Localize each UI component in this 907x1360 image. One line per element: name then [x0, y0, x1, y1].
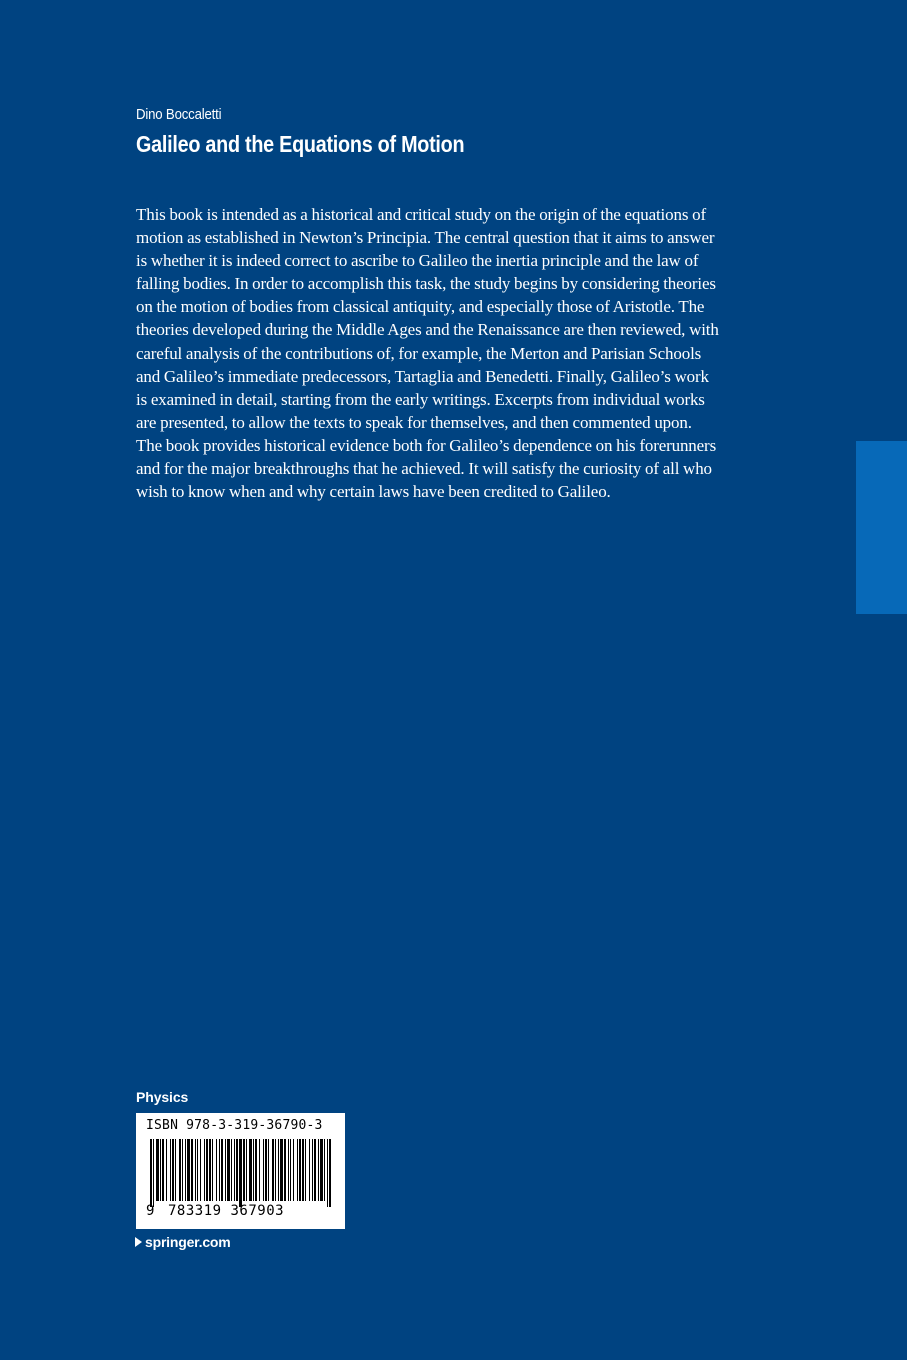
isbn-number: ISBN 978-3-319-36790-3 — [146, 1118, 323, 1133]
barcode-bar — [290, 1139, 291, 1201]
ean-digits: 783319 367903 — [168, 1203, 285, 1219]
barcode-bar — [231, 1139, 232, 1201]
barcode-bar — [166, 1139, 167, 1201]
description-line: motion as established in Newton’s Principia. The central question that it aims to answer — [136, 228, 715, 248]
description-line: The book provides historical evidence both for Galileo’s dependence on his forerunners — [136, 435, 717, 455]
publisher-link[interactable] — [135, 1234, 231, 1250]
barcode-bar — [204, 1139, 205, 1201]
book-description — [136, 203, 776, 503]
description-line: is examined in detail, starting from the early writings. Excerpts from individual works — [136, 389, 705, 409]
barcode-bar — [209, 1139, 211, 1201]
barcode-bar — [179, 1139, 181, 1201]
barcode-bar — [246, 1139, 247, 1201]
barcode-bar — [182, 1139, 183, 1201]
description-line: falling bodies. In order to accomplish this task, the study begins by considering theories — [136, 274, 716, 294]
barcode-bar — [150, 1139, 152, 1207]
barcode-bar — [221, 1139, 223, 1201]
description-line: are presented, to allow the texts to speak for themselves, and then commented upon. — [136, 412, 692, 432]
barcode-bar — [234, 1139, 235, 1201]
barcode-bar — [272, 1139, 274, 1201]
barcode-bar — [329, 1139, 331, 1207]
barcode-bar — [327, 1139, 328, 1207]
barcode-bar — [318, 1139, 319, 1201]
barcode-bar — [293, 1139, 294, 1201]
barcode-bar — [225, 1139, 226, 1201]
barcode-bar — [320, 1139, 323, 1201]
description-line: theories developed during the Middle Ages and the Renaissance are then reviewed, with — [136, 320, 719, 340]
barcode-bar — [275, 1139, 276, 1201]
barcode-bar — [219, 1139, 220, 1201]
barcode-bar — [206, 1139, 208, 1201]
barcode-bar — [227, 1139, 230, 1201]
barcode-bar — [268, 1139, 269, 1201]
description-line: on the motion of bodies from classical antiquity, and especially those of Aristotle. The — [136, 297, 705, 317]
barcode-bar — [191, 1139, 193, 1201]
barcode-bar — [236, 1139, 238, 1201]
barcode-bar — [162, 1139, 164, 1201]
triangle-right-icon — [135, 1237, 142, 1247]
barcode-bar — [195, 1139, 196, 1201]
barcode-bar — [172, 1139, 174, 1201]
barcode-bar — [288, 1139, 289, 1201]
barcode-bar — [314, 1139, 316, 1201]
description-line: This book is intended as a historical and critical study on the origin of the equations of — [136, 205, 706, 224]
subject-label: Physics — [136, 1089, 189, 1105]
description-line: and Galileo’s immediate predecessors, Tartaglia and Benedetti. Finally, Galileo’s work — [136, 366, 709, 386]
barcode-bar — [324, 1139, 325, 1201]
barcode-bar — [175, 1139, 176, 1201]
barcode-bar — [255, 1139, 257, 1201]
barcode-bar — [297, 1139, 298, 1201]
ean-lead-digit: 9 — [146, 1203, 155, 1219]
description-line: wish to know when and why certain laws have been credited to Galileo. — [136, 482, 611, 502]
description-line: is whether it is indeed correct to ascribe to Galileo the inertia principle and the law of — [136, 251, 699, 271]
book-title: Galileo and the Equations of Motion — [136, 131, 465, 157]
barcode-bar — [239, 1139, 242, 1207]
barcode-bar — [160, 1139, 161, 1201]
barcode-bar — [200, 1139, 201, 1201]
description-line: and for the major breakthroughs that he achieved. It will satisfy the curiosity of all who — [136, 459, 712, 479]
barcode-bar — [187, 1139, 190, 1201]
barcode-bar — [309, 1139, 310, 1201]
barcode-bar — [170, 1139, 171, 1201]
barcode-bar — [302, 1139, 304, 1201]
barcode-bar — [156, 1139, 159, 1201]
author-name: Dino Boccaletti — [136, 106, 222, 123]
barcode-bar — [197, 1139, 198, 1201]
barcode-bar — [153, 1139, 154, 1207]
barcode-bar — [278, 1139, 279, 1201]
barcode-bar — [249, 1139, 252, 1201]
barcode-bar — [216, 1139, 217, 1201]
barcode-bar — [212, 1139, 213, 1201]
barcode-bar — [263, 1139, 264, 1201]
barcode-bar — [243, 1139, 245, 1201]
barcode-bar — [305, 1139, 306, 1201]
barcode-bar — [259, 1139, 260, 1201]
barcode-bar — [312, 1139, 313, 1201]
publisher-url: springer.com — [145, 1234, 231, 1250]
spine-color-tab — [856, 441, 907, 614]
description-line: careful analysis of the contributions of, for example, the Merton and Parisian Schools — [136, 343, 702, 363]
barcode-bar — [185, 1139, 186, 1201]
barcode-bar — [284, 1139, 286, 1201]
barcode-bar — [280, 1139, 283, 1201]
barcode-bar — [265, 1139, 267, 1201]
barcode-bar — [299, 1139, 301, 1201]
isbn-barcode — [136, 1113, 345, 1229]
barcode-bar — [253, 1139, 254, 1201]
